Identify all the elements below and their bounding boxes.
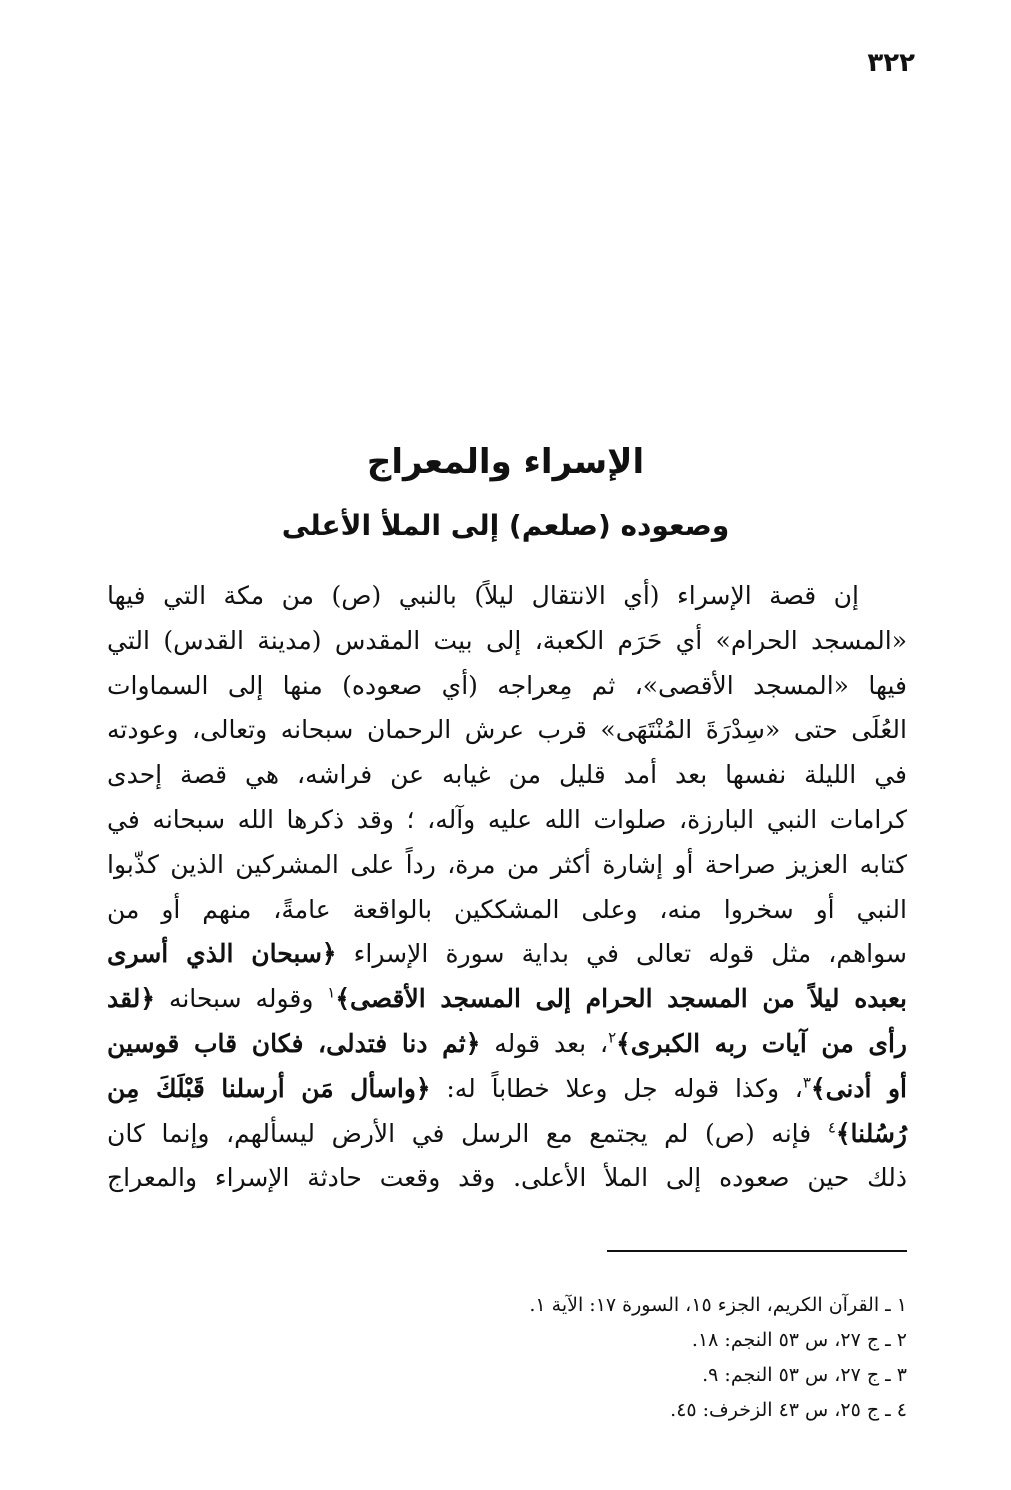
paragraph-line: ذلك حين صعوده إلى الملأ الأعلى. وقد وقعت حادثة الإسراء والمعراج — [107, 1163, 907, 1193]
chapter-subtitle: وصعوده (صلعم) إلى الملأ الأعلى — [281, 509, 730, 542]
paragraph-line: في الليلة نفسها بعد أمد قليل من غيابه عن فراشه، هي قصة إحدى — [107, 760, 907, 790]
footnote: ٤ ـ ج ٢٥، س ٤٣ الزخرف: ٤٥. — [670, 1399, 907, 1421]
chapter-heading — [108, 432, 903, 554]
footnote-ref: ١ — [327, 983, 336, 1002]
quran-quote: ﴿لقد — [107, 984, 156, 1014]
footnote-ref: ٣ — [802, 1073, 811, 1092]
paragraph-line — [107, 1067, 907, 1112]
line-text: وقوله سبحانه — [155, 984, 328, 1014]
quran-quote: أو أدنى﴾ — [810, 1073, 907, 1103]
paragraph-line: فيها «المسجد الأقصى»، ثم مِعراجه (أي صعوده) منها إلى السماوات — [107, 670, 907, 700]
footnote: ٣ ـ ج ٢٧، س ٥٣ النجم: ٩. — [702, 1364, 907, 1386]
paragraph-line: كتابه العزيز صراحة أو إشارة أكثر من مرة، رداً على المشركين الذين كذّبوا — [107, 849, 907, 879]
paragraph-line: «المسجد الحرام» أي حَرَم الكعبة، إلى بيت المقدس (مدينة القدس) التي — [107, 625, 907, 655]
quran-quote: رأى من آيات ربه الكبرى﴾ — [616, 1028, 907, 1058]
body-paragraph — [107, 574, 907, 1201]
page-number: ٣٢٢ — [867, 48, 915, 78]
footnote: ١ ـ القرآن الكريم، الجزء ١٥، السورة ١٧: الآية ١. — [529, 1294, 907, 1316]
line-text: ، وكذا قوله جل وعلا خطاباً له: — [430, 1073, 803, 1103]
footnote: ٢ ـ ج ٢٧، س ٥٣ النجم: ١٨. — [691, 1329, 907, 1351]
quran-quote: رُسُلنا﴾ — [835, 1118, 907, 1148]
paragraph-line: النبي أو سخروا منه، وعلى المشككين بالواقعة عامةً، منهم أو من — [107, 894, 907, 924]
quran-quote: ﴿ثم دنا فتدلى، فكان قاب قوسين — [107, 1028, 481, 1058]
line-text: سواهم، مثل قوله تعالى في بداية سورة الإسراء — [336, 939, 907, 969]
quran-quote: ﴿سبحان الذي أسرى — [107, 939, 337, 969]
line-text: فإنه (ص) لم يجتمع مع الرسل في الأرض ليسألهم، وإنما كان — [107, 1118, 828, 1148]
quran-quote: بعبده ليلاً من المسجد الحرام إلى المسجد الأقصى﴾ — [335, 984, 907, 1014]
paragraph-line: إن قصة الإسراء (أي الانتقال ليلاً) بالنبي (ص) من مكة التي فيها — [107, 581, 859, 610]
paragraph-line: العُلَى حتى «سِدْرَةَ المُنْتَهَى» قرب عرش الرحمان سبحانه وتعالى، وعودته — [107, 715, 907, 745]
footnote-divider — [607, 1250, 907, 1252]
line-text: ، بعد قوله — [480, 1028, 609, 1058]
chapter-title: الإسراء والمعراج — [366, 442, 645, 482]
paragraph-line — [107, 1112, 907, 1157]
footnotes — [307, 1288, 907, 1428]
paragraph-line — [107, 1022, 907, 1067]
footnote-ref: ٢ — [608, 1028, 617, 1047]
quran-quote: ﴿واسأل مَن أرسلنا قَبْلَكَ مِن — [107, 1073, 431, 1103]
footnote-ref: ٤ — [827, 1118, 836, 1137]
paragraph-line — [107, 977, 907, 1022]
paragraph-line: كرامات النبي البارزة، صلوات الله عليه وآله، ؛ وقد ذكرها الله سبحانه في — [107, 804, 907, 834]
paragraph-line — [107, 932, 907, 977]
